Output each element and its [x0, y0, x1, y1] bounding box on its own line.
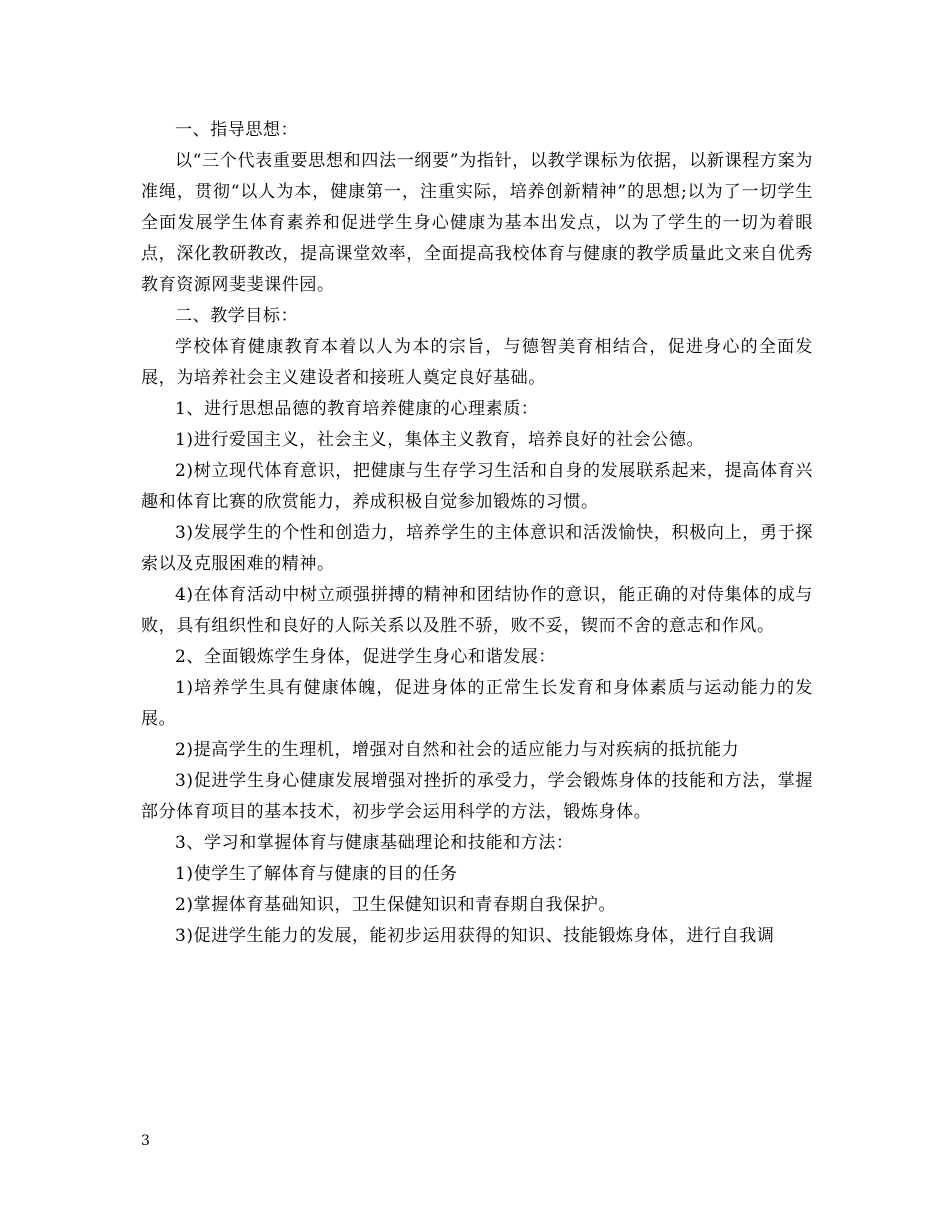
list-item: 2)树立现代体育意识，把健康与生存学习生活和自身的发展联系起来，提高体育兴趣和体育比赛的欣赏能力，养成积极自觉参加锻炼的习惯。	[141, 461, 813, 512]
subsection-heading: 3、学习和掌握体育与健康基础理论和技能和方法：	[175, 833, 574, 853]
list-item: 3)促进学生能力的发展，能初步运用获得的知识、技能锻炼身体，进行自我调	[175, 926, 775, 946]
section-heading: 二、教学目标：	[175, 306, 299, 326]
section-heading: 一、指导思想：	[175, 120, 299, 140]
list-item: 1)使学生了解体育与健康的目的任务	[175, 864, 458, 884]
list-item: 2)掌握体育基础知识，卫生保健知识和青春期自我保护。	[175, 895, 617, 915]
subsection-heading: 1、进行思想品德的教育培养健康的心理素质：	[175, 399, 539, 419]
list-item: 3)促进学生身心健康发展增强对挫折的承受力，学会锻炼身体的技能和方法，掌握部分体育项目的基本技术，初步学会运用科学的方法，锻炼身体。	[141, 771, 813, 822]
subsection-heading: 2、全面锻炼学生身体，促进学生身心和谐发展：	[175, 647, 557, 667]
list-item: 2)提高学生的生理机，增强对自然和社会的适应能力与对疾病的抵抗能力	[175, 740, 740, 760]
document-body	[141, 115, 813, 952]
list-item: 1)进行爱国主义，社会主义，集体主义教育，培养良好的社会公德。	[175, 430, 705, 450]
list-item: 1)培养学生具有健康体魄，促进身体的正常生长发育和身体素质与运动能力的发展。	[141, 678, 813, 729]
page-number: 3	[141, 1133, 150, 1149]
paragraph: 以“三个代表重要思想和四法一纲要”为指针，以教学课标为依据，以新课程方案为准绳，贯彻“以人为本，健康第一，注重实际，培养创新精神”的思想;以为了一切学生全面发展学生体育素养和促进学生身心健康为基本出发点，以为了学生的一切为着眼点，深化教研教改，提高课堂效率，全面提高我校体育与健康的教学质量此文来自优秀教育资源网斐斐课件园。	[141, 151, 813, 295]
list-item: 4)在体育活动中树立顽强拼搏的精神和团结协作的意识，能正确的对侍集体的成与败，具有组织性和良好的人际关系以及胜不骄，败不妥，锲而不舍的意志和作风。	[141, 585, 813, 636]
list-item: 3)发展学生的个性和创造力，培养学生的主体意识和活泼愉快，积极向上，勇于探索以及克服困难的精神。	[141, 523, 813, 574]
paragraph: 学校体育健康教育本着以人为本的宗旨，与德智美育相结合，促进身心的全面发展，为培养社会主义建设者和接班人奠定良好基础。	[141, 337, 813, 388]
